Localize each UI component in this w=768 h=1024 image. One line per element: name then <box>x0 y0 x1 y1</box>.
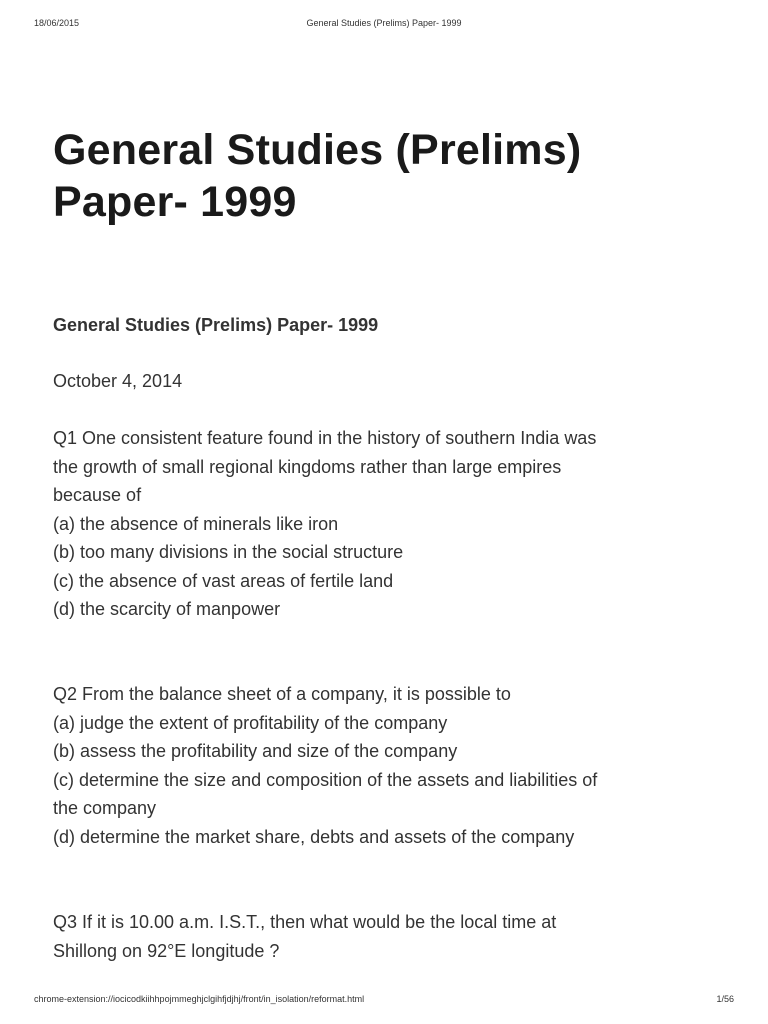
question-line: the growth of small regional kingdoms rather than large empires <box>53 456 562 477</box>
answer-option: the company <box>53 798 157 818</box>
post-date: October 4, 2014 <box>53 371 183 391</box>
question-line: Q1 One consistent feature found in the history of southern India was <box>53 428 597 448</box>
question-line: Q2 From the balance sheet of a company, it is possible to <box>53 684 511 704</box>
answer-option: (a) the absence of minerals like iron <box>53 513 339 534</box>
question-2 <box>53 680 723 851</box>
print-footer <box>34 994 734 1008</box>
answer-option: (c) the absence of vast areas of fertile land <box>53 570 394 591</box>
answer-option: (d) determine the market share, debts and assets of the company <box>53 826 575 847</box>
print-title: General Studies (Prelims) Paper- 1999 <box>306 18 462 28</box>
answer-option: (b) assess the profitability and size of the company <box>53 741 458 761</box>
question-line: Q3 If it is 10.00 a.m. I.S.T., then what would be the local time at <box>53 912 557 932</box>
print-header <box>34 18 734 32</box>
question-line: Shillong on 92°E longitude ? <box>53 940 280 961</box>
question-1 <box>53 424 723 624</box>
document-content <box>53 124 723 961</box>
answer-option: (c) determine the size and composition of the assets and liabilities of <box>53 769 598 790</box>
question-3 <box>53 908 723 965</box>
page-title <box>53 124 723 228</box>
page-title-line-1: General Studies (Prelims) <box>53 126 582 174</box>
page-number: 1/56 <box>716 994 734 1004</box>
answer-option: (d) the scarcity of manpower <box>53 599 281 619</box>
page-title-line-2: Paper- 1999 <box>53 178 297 226</box>
answer-option: (b) too many divisions in the social structure <box>53 542 404 562</box>
article-subtitle: General Studies (Prelims) Paper- 1999 <box>53 315 379 335</box>
print-date: 18/06/2015 <box>34 18 80 28</box>
question-line: because of <box>53 485 142 505</box>
print-url: chrome-extension://iocicodkiihhpojmmeghjclgihfjdjhj/front/in_isolation/reformat.html <box>34 994 365 1004</box>
answer-option: (a) judge the extent of profitability of the company <box>53 712 448 733</box>
